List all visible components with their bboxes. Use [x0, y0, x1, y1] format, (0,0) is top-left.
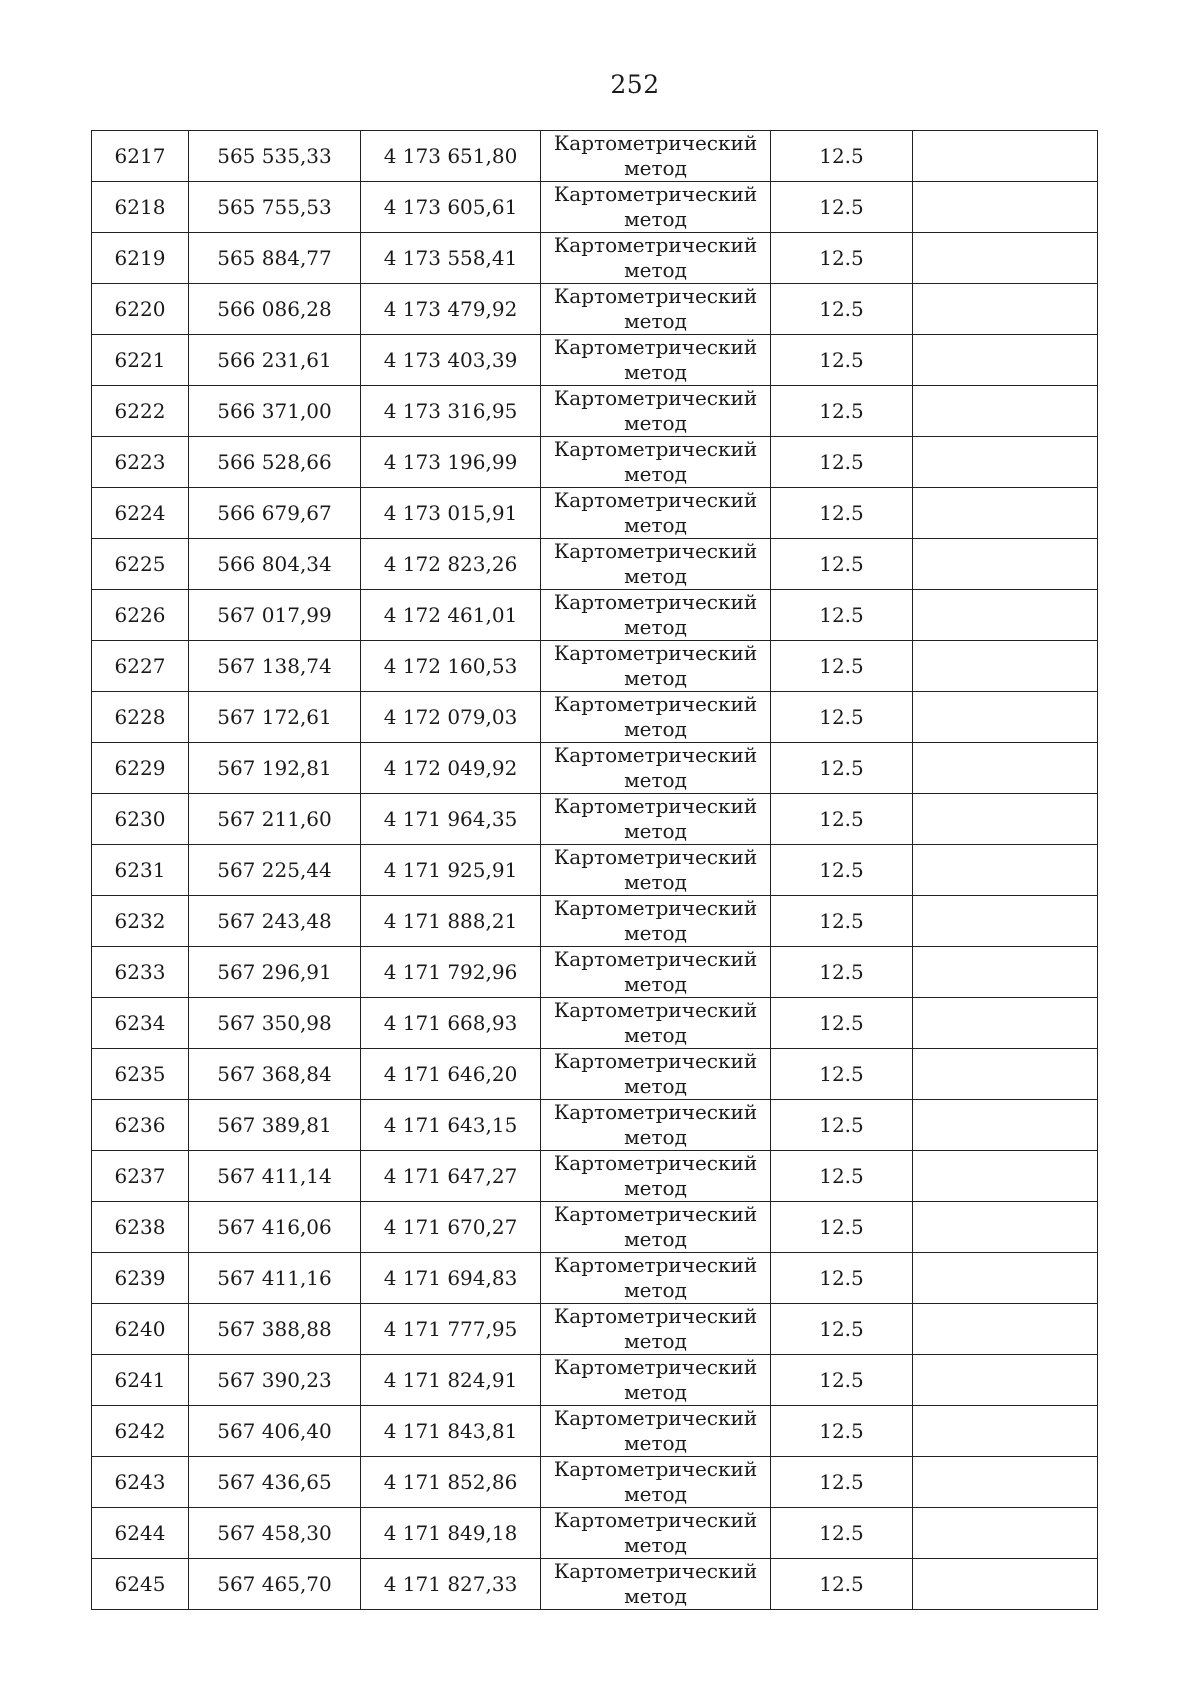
table-row [92, 692, 1098, 743]
accuracy-cell: 12.5 [771, 692, 913, 743]
description-cell [913, 284, 1098, 335]
method-line-1: Картометрический [553, 794, 758, 818]
accuracy-cell: 12.5 [771, 1559, 913, 1610]
method-cell [541, 1049, 771, 1100]
description-cell [913, 131, 1098, 182]
method-cell [541, 1151, 771, 1202]
accuracy-cell: 12.5 [771, 1304, 913, 1355]
method-line-1: Картометрический [553, 335, 758, 359]
method-line-1: Картометрический [553, 539, 758, 563]
table-row [92, 947, 1098, 998]
table-row [92, 284, 1098, 335]
method-line-2: метод [624, 717, 687, 741]
method-line-2: метод [624, 819, 687, 843]
method-cell [541, 539, 771, 590]
point-number-cell: 6225 [92, 539, 189, 590]
table-row [92, 1253, 1098, 1304]
table-row [92, 1151, 1098, 1202]
point-number-cell: 6223 [92, 437, 189, 488]
method-cell [541, 386, 771, 437]
accuracy-cell: 12.5 [771, 1406, 913, 1457]
description-cell [913, 692, 1098, 743]
accuracy-cell: 12.5 [771, 335, 913, 386]
x-coordinate-cell: 567 172,61 [189, 692, 361, 743]
x-coordinate-cell: 567 411,14 [189, 1151, 361, 1202]
x-coordinate-cell: 567 406,40 [189, 1406, 361, 1457]
table-row [92, 1304, 1098, 1355]
point-number-cell: 6232 [92, 896, 189, 947]
table-row [92, 1457, 1098, 1508]
table-row [92, 1406, 1098, 1457]
method-cell [541, 692, 771, 743]
y-coordinate-cell: 4 173 403,39 [361, 335, 541, 386]
method-line-2: метод [624, 1176, 687, 1200]
method-line-1: Картометрический [553, 1049, 758, 1073]
table-row [92, 233, 1098, 284]
point-number-cell: 6221 [92, 335, 189, 386]
x-coordinate-cell: 567 192,81 [189, 743, 361, 794]
y-coordinate-cell: 4 171 777,95 [361, 1304, 541, 1355]
method-line-2: метод [624, 309, 687, 333]
method-cell [541, 284, 771, 335]
method-cell [541, 1355, 771, 1406]
method-line-2: метод [624, 1482, 687, 1506]
method-line-2: метод [624, 513, 687, 537]
x-coordinate-cell: 566 679,67 [189, 488, 361, 539]
method-line-1: Картометрический [553, 1406, 758, 1430]
table-row [92, 794, 1098, 845]
method-line-2: метод [624, 360, 687, 384]
y-coordinate-cell: 4 173 015,91 [361, 488, 541, 539]
y-coordinate-cell: 4 173 479,92 [361, 284, 541, 335]
method-cell [541, 998, 771, 1049]
description-cell [913, 1457, 1098, 1508]
accuracy-cell: 12.5 [771, 386, 913, 437]
method-line-2: метод [624, 921, 687, 945]
point-number-cell: 6236 [92, 1100, 189, 1151]
method-line-1: Картометрический [553, 1151, 758, 1175]
x-coordinate-cell: 566 804,34 [189, 539, 361, 590]
method-line-2: метод [624, 1431, 687, 1455]
table-row [92, 743, 1098, 794]
point-number-cell: 6244 [92, 1508, 189, 1559]
method-line-1: Картометрический [553, 1100, 758, 1124]
method-line-2: метод [624, 462, 687, 486]
y-coordinate-cell: 4 173 558,41 [361, 233, 541, 284]
y-coordinate-cell: 4 172 079,03 [361, 692, 541, 743]
y-coordinate-cell: 4 171 849,18 [361, 1508, 541, 1559]
accuracy-cell: 12.5 [771, 1253, 913, 1304]
method-line-2: метод [624, 258, 687, 282]
point-number-cell: 6228 [92, 692, 189, 743]
method-line-2: метод [624, 768, 687, 792]
point-number-cell: 6229 [92, 743, 189, 794]
table-row [92, 845, 1098, 896]
x-coordinate-cell: 567 436,65 [189, 1457, 361, 1508]
table-row [92, 335, 1098, 386]
method-line-2: метод [624, 1074, 687, 1098]
method-line-1: Картометрический [553, 1202, 758, 1226]
coordinates-table-body [92, 131, 1098, 1610]
table-row [92, 998, 1098, 1049]
x-coordinate-cell: 567 416,06 [189, 1202, 361, 1253]
method-cell [541, 845, 771, 896]
x-coordinate-cell: 565 884,77 [189, 233, 361, 284]
method-cell [541, 1202, 771, 1253]
point-number-cell: 6218 [92, 182, 189, 233]
method-line-1: Картометрический [553, 1304, 758, 1328]
method-line-2: метод [624, 615, 687, 639]
x-coordinate-cell: 567 350,98 [189, 998, 361, 1049]
method-cell [541, 590, 771, 641]
description-cell [913, 1304, 1098, 1355]
x-coordinate-cell: 567 296,91 [189, 947, 361, 998]
description-cell [913, 539, 1098, 590]
table-row [92, 386, 1098, 437]
table-row [92, 1100, 1098, 1151]
description-cell [913, 845, 1098, 896]
method-cell [541, 131, 771, 182]
accuracy-cell: 12.5 [771, 794, 913, 845]
coordinates-table [91, 130, 1098, 1610]
accuracy-cell: 12.5 [771, 1202, 913, 1253]
method-line-1: Картометрический [553, 845, 758, 869]
x-coordinate-cell: 567 390,23 [189, 1355, 361, 1406]
x-coordinate-cell: 567 458,30 [189, 1508, 361, 1559]
y-coordinate-cell: 4 171 827,33 [361, 1559, 541, 1610]
method-line-1: Картометрический [553, 641, 758, 665]
method-line-1: Картометрический [553, 131, 758, 155]
accuracy-cell: 12.5 [771, 1508, 913, 1559]
y-coordinate-cell: 4 171 925,91 [361, 845, 541, 896]
x-coordinate-cell: 567 411,16 [189, 1253, 361, 1304]
accuracy-cell: 12.5 [771, 539, 913, 590]
point-number-cell: 6235 [92, 1049, 189, 1100]
method-line-1: Картометрический [553, 947, 758, 971]
y-coordinate-cell: 4 171 694,83 [361, 1253, 541, 1304]
accuracy-cell: 12.5 [771, 845, 913, 896]
description-cell [913, 233, 1098, 284]
point-number-cell: 6226 [92, 590, 189, 641]
accuracy-cell: 12.5 [771, 437, 913, 488]
description-cell [913, 182, 1098, 233]
point-number-cell: 6239 [92, 1253, 189, 1304]
x-coordinate-cell: 567 138,74 [189, 641, 361, 692]
y-coordinate-cell: 4 171 824,91 [361, 1355, 541, 1406]
description-cell [913, 386, 1098, 437]
y-coordinate-cell: 4 171 646,20 [361, 1049, 541, 1100]
accuracy-cell: 12.5 [771, 1355, 913, 1406]
accuracy-cell: 12.5 [771, 182, 913, 233]
y-coordinate-cell: 4 171 643,15 [361, 1100, 541, 1151]
x-coordinate-cell: 565 755,53 [189, 182, 361, 233]
method-line-2: метод [624, 666, 687, 690]
y-coordinate-cell: 4 172 823,26 [361, 539, 541, 590]
method-line-1: Картометрический [553, 284, 758, 308]
point-number-cell: 6230 [92, 794, 189, 845]
description-cell [913, 335, 1098, 386]
table-row [92, 1202, 1098, 1253]
method-line-1: Картометрический [553, 1355, 758, 1379]
method-line-2: метод [624, 1329, 687, 1353]
description-cell [913, 641, 1098, 692]
accuracy-cell: 12.5 [771, 233, 913, 284]
table-row [92, 539, 1098, 590]
x-coordinate-cell: 566 371,00 [189, 386, 361, 437]
x-coordinate-cell: 565 535,33 [189, 131, 361, 182]
description-cell [913, 743, 1098, 794]
method-line-1: Картометрический [553, 896, 758, 920]
method-cell [541, 1253, 771, 1304]
method-line-1: Картометрический [553, 1253, 758, 1277]
x-coordinate-cell: 566 231,61 [189, 335, 361, 386]
method-line-2: метод [624, 564, 687, 588]
method-cell [541, 947, 771, 998]
point-number-cell: 6243 [92, 1457, 189, 1508]
description-cell [913, 1559, 1098, 1610]
table-row [92, 1049, 1098, 1100]
method-cell [541, 335, 771, 386]
point-number-cell: 6220 [92, 284, 189, 335]
method-cell [541, 1457, 771, 1508]
accuracy-cell: 12.5 [771, 998, 913, 1049]
y-coordinate-cell: 4 172 160,53 [361, 641, 541, 692]
x-coordinate-cell: 567 389,81 [189, 1100, 361, 1151]
page-number: 252 [610, 70, 660, 99]
point-number-cell: 6237 [92, 1151, 189, 1202]
method-line-2: метод [624, 411, 687, 435]
method-line-1: Картометрический [553, 488, 758, 512]
method-cell [541, 488, 771, 539]
y-coordinate-cell: 4 173 605,61 [361, 182, 541, 233]
point-number-cell: 6224 [92, 488, 189, 539]
point-number-cell: 6245 [92, 1559, 189, 1610]
x-coordinate-cell: 567 465,70 [189, 1559, 361, 1610]
method-line-1: Картометрический [553, 1508, 758, 1532]
method-line-1: Картометрический [553, 1457, 758, 1481]
point-number-cell: 6222 [92, 386, 189, 437]
method-line-1: Картометрический [553, 233, 758, 257]
description-cell [913, 1151, 1098, 1202]
method-cell [541, 1508, 771, 1559]
accuracy-cell: 12.5 [771, 896, 913, 947]
method-line-2: метод [624, 870, 687, 894]
method-line-1: Картометрический [553, 437, 758, 461]
description-cell [913, 590, 1098, 641]
accuracy-cell: 12.5 [771, 1151, 913, 1202]
description-cell [913, 1202, 1098, 1253]
description-cell [913, 1253, 1098, 1304]
point-number-cell: 6234 [92, 998, 189, 1049]
table-row [92, 182, 1098, 233]
y-coordinate-cell: 4 172 049,92 [361, 743, 541, 794]
method-line-1: Картометрический [553, 692, 758, 716]
method-line-2: метод [624, 1125, 687, 1149]
description-cell [913, 1100, 1098, 1151]
method-line-2: метод [624, 1023, 687, 1047]
method-line-2: метод [624, 1533, 687, 1557]
method-cell [541, 896, 771, 947]
method-cell [541, 1559, 771, 1610]
y-coordinate-cell: 4 173 316,95 [361, 386, 541, 437]
table-row [92, 437, 1098, 488]
accuracy-cell: 12.5 [771, 590, 913, 641]
method-cell [541, 641, 771, 692]
y-coordinate-cell: 4 171 852,86 [361, 1457, 541, 1508]
method-line-2: метод [624, 1380, 687, 1404]
method-line-2: метод [624, 1227, 687, 1251]
x-coordinate-cell: 567 211,60 [189, 794, 361, 845]
description-cell [913, 947, 1098, 998]
description-cell [913, 1508, 1098, 1559]
x-coordinate-cell: 567 388,88 [189, 1304, 361, 1355]
point-number-cell: 6227 [92, 641, 189, 692]
table-row [92, 641, 1098, 692]
y-coordinate-cell: 4 171 670,27 [361, 1202, 541, 1253]
description-cell [913, 1049, 1098, 1100]
method-cell [541, 1406, 771, 1457]
accuracy-cell: 12.5 [771, 1100, 913, 1151]
point-number-cell: 6240 [92, 1304, 189, 1355]
table-row [92, 1559, 1098, 1610]
y-coordinate-cell: 4 171 792,96 [361, 947, 541, 998]
method-line-1: Картометрический [553, 590, 758, 614]
method-cell [541, 437, 771, 488]
method-line-2: метод [624, 1278, 687, 1302]
table-row [92, 131, 1098, 182]
description-cell [913, 794, 1098, 845]
accuracy-cell: 12.5 [771, 131, 913, 182]
method-line-1: Картометрический [553, 182, 758, 206]
method-line-1: Картометрический [553, 1559, 758, 1583]
x-coordinate-cell: 567 243,48 [189, 896, 361, 947]
description-cell [913, 896, 1098, 947]
method-cell [541, 233, 771, 284]
accuracy-cell: 12.5 [771, 1457, 913, 1508]
method-line-1: Картометрический [553, 386, 758, 410]
y-coordinate-cell: 4 171 888,21 [361, 896, 541, 947]
point-number-cell: 6238 [92, 1202, 189, 1253]
x-coordinate-cell: 566 528,66 [189, 437, 361, 488]
y-coordinate-cell: 4 171 964,35 [361, 794, 541, 845]
point-number-cell: 6219 [92, 233, 189, 284]
x-coordinate-cell: 566 086,28 [189, 284, 361, 335]
description-cell [913, 437, 1098, 488]
method-cell [541, 182, 771, 233]
description-cell [913, 1406, 1098, 1457]
method-line-2: метод [624, 156, 687, 180]
point-number-cell: 6241 [92, 1355, 189, 1406]
x-coordinate-cell: 567 017,99 [189, 590, 361, 641]
description-cell [913, 488, 1098, 539]
accuracy-cell: 12.5 [771, 947, 913, 998]
table-row [92, 1508, 1098, 1559]
method-cell [541, 1304, 771, 1355]
description-cell [913, 1355, 1098, 1406]
y-coordinate-cell: 4 173 196,99 [361, 437, 541, 488]
y-coordinate-cell: 4 171 647,27 [361, 1151, 541, 1202]
method-line-1: Картометрический [553, 998, 758, 1022]
accuracy-cell: 12.5 [771, 284, 913, 335]
y-coordinate-cell: 4 171 668,93 [361, 998, 541, 1049]
y-coordinate-cell: 4 173 651,80 [361, 131, 541, 182]
description-cell [913, 998, 1098, 1049]
x-coordinate-cell: 567 225,44 [189, 845, 361, 896]
method-line-1: Картометрический [553, 743, 758, 767]
table-row [92, 1355, 1098, 1406]
point-number-cell: 6231 [92, 845, 189, 896]
accuracy-cell: 12.5 [771, 641, 913, 692]
table-row [92, 896, 1098, 947]
table-row [92, 488, 1098, 539]
point-number-cell: 6242 [92, 1406, 189, 1457]
method-line-2: метод [624, 207, 687, 231]
table-row [92, 590, 1098, 641]
accuracy-cell: 12.5 [771, 488, 913, 539]
accuracy-cell: 12.5 [771, 743, 913, 794]
y-coordinate-cell: 4 171 843,81 [361, 1406, 541, 1457]
x-coordinate-cell: 567 368,84 [189, 1049, 361, 1100]
method-cell [541, 1100, 771, 1151]
point-number-cell: 6217 [92, 131, 189, 182]
point-number-cell: 6233 [92, 947, 189, 998]
method-line-2: метод [624, 972, 687, 996]
method-cell [541, 794, 771, 845]
y-coordinate-cell: 4 172 461,01 [361, 590, 541, 641]
method-line-2: метод [624, 1584, 687, 1608]
accuracy-cell: 12.5 [771, 1049, 913, 1100]
method-cell [541, 743, 771, 794]
